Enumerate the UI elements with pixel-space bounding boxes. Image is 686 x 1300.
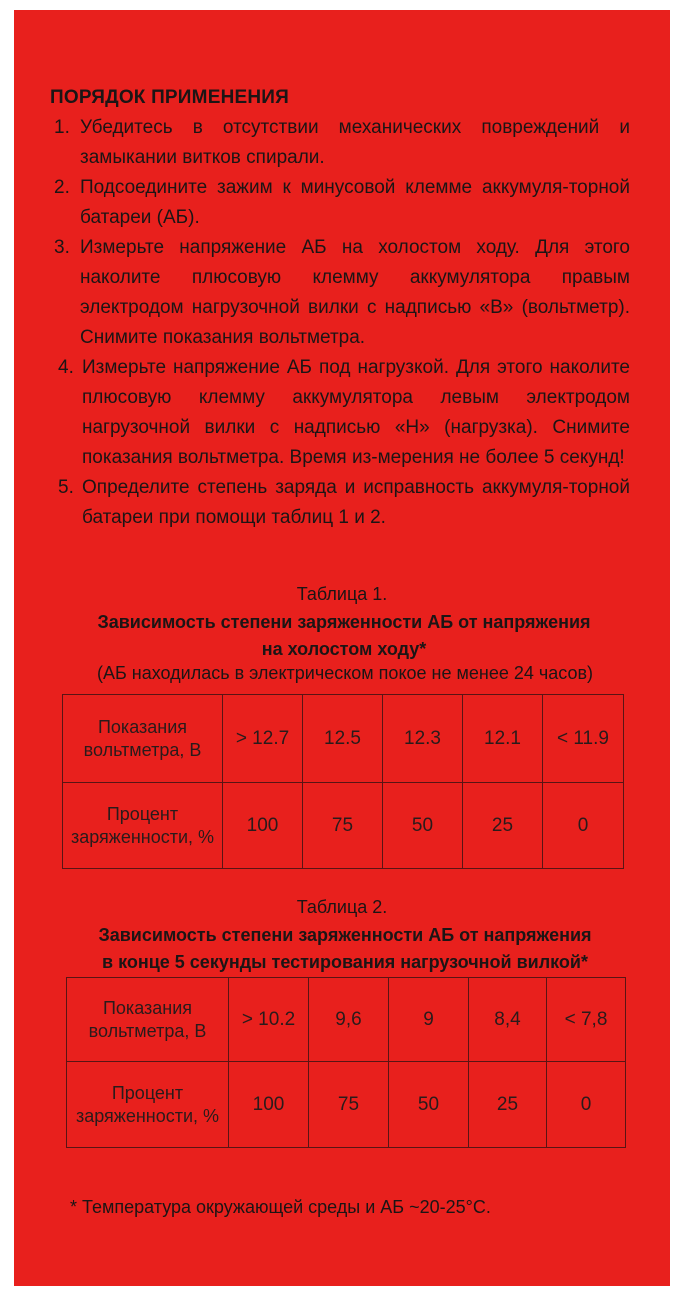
- section-heading: ПОРЯДОК ПРИМЕНЕНИЯ: [50, 87, 289, 108]
- table-row: [63, 695, 624, 783]
- step-text: Определите степень заряда и исправность аккумуля-торной батареи при помощи таблиц 1 и 2.: [82, 477, 630, 528]
- step-number: 5.: [58, 477, 74, 498]
- table2-caption: Таблица 2.: [296, 897, 388, 917]
- step-item: [50, 233, 630, 353]
- step-number: 2.: [54, 177, 70, 198]
- step-text: Измерьте напряжение АБ под нагрузкой. Для этого наколите плюсовую клемму аккумулятора левым электродом нагрузочной вилки с надписью «Н» (нагрузка). Снимите показания вольтметра. Время из-мерения не более 5 секунд!: [82, 357, 630, 468]
- table2-row2-label: Процент заряженности, %: [67, 1062, 229, 1148]
- table-row: [67, 978, 626, 1062]
- table1-row1-label: Показания вольтметра, В: [63, 695, 223, 783]
- table-cell: 8,4: [469, 978, 547, 1062]
- step-number: 4.: [58, 357, 74, 378]
- table-cell: > 10.2: [229, 978, 309, 1062]
- table-cell: 100: [229, 1062, 309, 1148]
- table1-caption: Таблица 1.: [296, 584, 388, 604]
- table-cell: 9,6: [309, 978, 389, 1062]
- step-text: Подсоедините зажим к минусовой клемме аккумуля-торной батареи (АБ).: [80, 177, 630, 228]
- table-cell: > 12.7: [223, 695, 303, 783]
- table-cell: 12.3: [383, 695, 463, 783]
- table2-row1-label: Показания вольтметра, В: [67, 978, 229, 1062]
- table-cell: < 11.9: [543, 695, 624, 783]
- instruction-panel: [14, 10, 670, 1286]
- table-cell: 25: [463, 783, 543, 869]
- step-number: 1.: [54, 117, 70, 138]
- table1: [62, 694, 624, 869]
- table-cell: 100: [223, 783, 303, 869]
- table-cell: 75: [309, 1062, 389, 1148]
- table-cell: 75: [303, 783, 383, 869]
- table1-note: (АБ находилась в электрическом покое не менее 24 часов): [96, 663, 594, 683]
- table-cell: 12.1: [463, 695, 543, 783]
- table1-title-line1: Зависимость степени заряженности АБ от напряжения: [97, 612, 591, 632]
- table-cell: 25: [469, 1062, 547, 1148]
- step-item: [50, 353, 630, 473]
- table-cell: 0: [543, 783, 624, 869]
- step-number: 3.: [54, 237, 70, 258]
- table1-row2-label: Процент заряженности, %: [63, 783, 223, 869]
- table-cell: 50: [389, 1062, 469, 1148]
- table-cell: < 7,8: [547, 978, 626, 1062]
- table2-title-line2: в конце 5 секунды тестирования нагрузочной вилкой*: [102, 952, 588, 972]
- step-item: [50, 473, 630, 533]
- step-item: [50, 173, 630, 233]
- table2: [66, 977, 626, 1148]
- step-item: [50, 113, 630, 173]
- step-text: Убедитесь в отсутствии механических повреждений и замыкании витков спирали.: [80, 117, 630, 168]
- table-row: [67, 1062, 626, 1148]
- table-cell: 12.5: [303, 695, 383, 783]
- steps-list: [50, 113, 630, 533]
- table2-title: [50, 922, 640, 976]
- table1-title: [54, 609, 634, 663]
- step-text: Измерьте напряжение АБ на холостом ходу. Для этого наколите плюсовую клемму аккумулятора правым электродом нагрузочной вилки с надписью «В» (вольтметр). Снимите показания вольтметра.: [80, 237, 630, 348]
- table-cell: 0: [547, 1062, 626, 1148]
- table2-title-line1: Зависимость степени заряженности АБ от напряжения: [98, 925, 592, 945]
- table-cell: 9: [389, 978, 469, 1062]
- table-row: [63, 783, 624, 869]
- table1-title-line2: на холостом ходу*: [261, 639, 427, 659]
- footnote: * Температура окружающей среды и АБ ~20-25°С.: [70, 1197, 491, 1217]
- table-cell: 50: [383, 783, 463, 869]
